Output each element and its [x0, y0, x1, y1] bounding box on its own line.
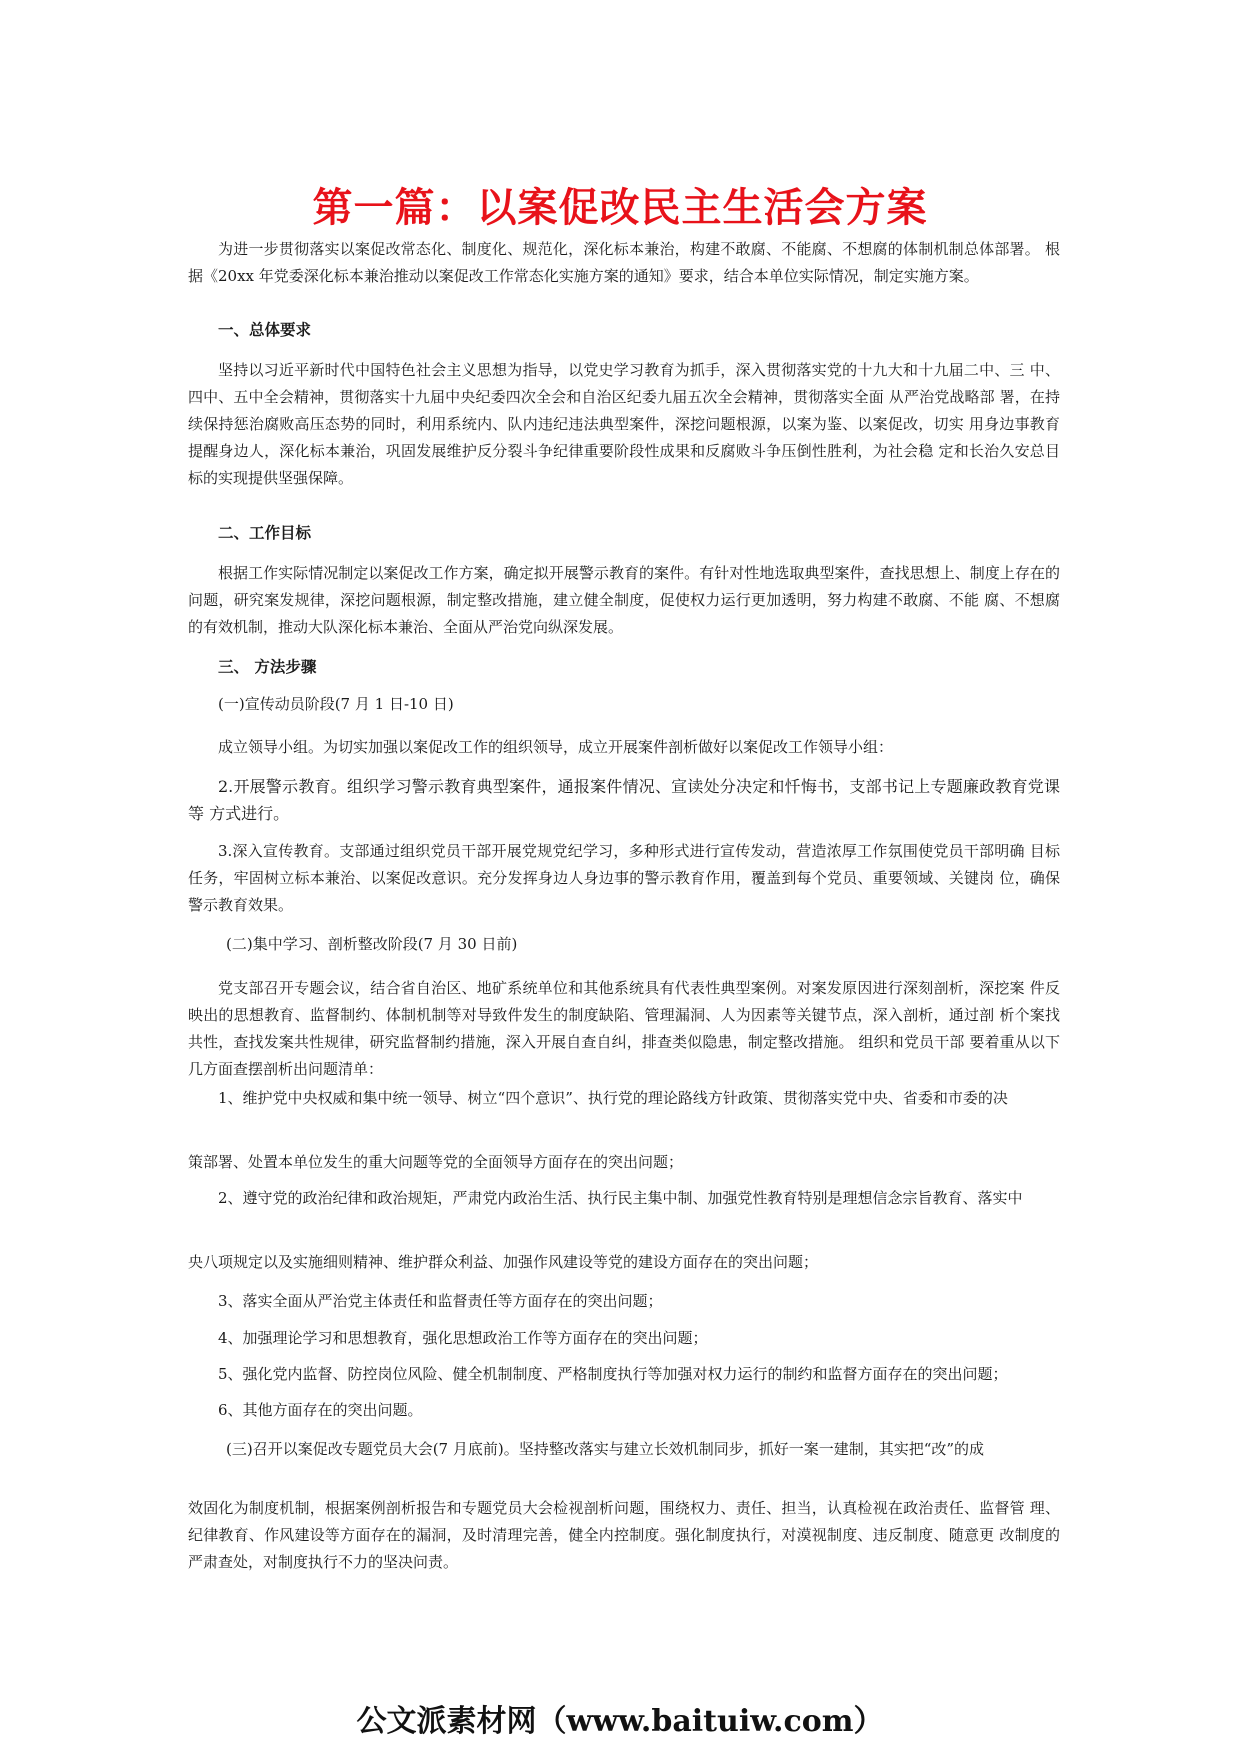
- list-item-5: 5、强化党内监督、防控岗位风险、健全机制制度、严格制度执行等加强对权力运行的制约和监督方面存在的突出问题；: [218, 1365, 1008, 1383]
- stage1-paragraph-1: 成立领导小组。为切实加强以案促改工作的组织领导，成立开展案件剖析做好以案促改工作领导小组：: [218, 738, 894, 756]
- stage3-title: (三)召开以案促改专题党员大会(7 月底前)。坚持整改落实与建立长效机制同步，抓好一案一建制，其实把“改”的成: [226, 1440, 985, 1458]
- list-item-2b: 央八项规定以及实施细则精神、维护群众利益、加强作风建设等党的建设方面存在的突出问题；: [188, 1253, 819, 1271]
- section1-body: 坚持以习近平新时代中国特色社会主义思想为指导，以党史学习教育为抓手，深入贯彻落实党的十九大和十九届二中、三 中、四中、五中全会精神，贯彻落实十九届中央纪委四次全会和自治区纪委九届五次全会精神，贯彻落实全面 从严治党战略部 署，在持续保持惩治腐败高压态势的同时，利用系统内、队内违纪违法典型案件，深挖问题根源，以案为鉴、以案促改，切实 用身边事教育提醒身边人，深化标本兼治，巩固发展维护反分裂斗争纪律重要阶段性成果和反腐败斗争压倒性胜利，为社会稳 定和长治久安总目标的实现提供坚强保障。: [188, 361, 1060, 487]
- footer-watermark: 公文派素材网（www.baituiw.com）: [356, 1704, 884, 1739]
- section-heading-3: 三、 方法步骤: [218, 658, 317, 676]
- stage3-body: 效固化为制度机制，根据案例剖析报告和专题党员大会检视剖析问题，围绕权力、责任、担当，认真检视在政治责任、监督管 理、纪律教育、作风建设等方面存在的漏洞，及时清理完善，健全内控制度。强化制度执行，对漠视制度、违反制度、随意更 改制度的严肃查处，对制度执行不力的坚决问责。: [188, 1499, 1060, 1571]
- stage1-paragraph-3: 3.深入宣传教育。支部通过组织党员干部开展党规党纪学习，多种形式进行宣传发动，营造浓厚工作氛围使党员干部明确 目标任务，牢固树立标本兼治、以案促改意识。充分发挥身边人身边事的警示教育作用，覆盖到每个党员、重要领域、关键岗 位，确保警示教育效果。: [188, 842, 1060, 914]
- list-item-3: 3、落实全面从严治党主体责任和监督责任等方面存在的突出问题；: [218, 1292, 663, 1310]
- stage2-title: (二)集中学习、剖析整改阶段(7 月 30 日前): [226, 935, 518, 953]
- list-item-4: 4、加强理论学习和思想教育，强化思想政治工作等方面存在的突出问题；: [218, 1329, 708, 1347]
- list-item-1b: 策部署、处置本单位发生的重大问题等党的全面领导方面存在的突出问题；: [188, 1153, 684, 1171]
- list-item-6: 6、其他方面存在的突出问题。: [218, 1401, 423, 1419]
- section-heading-2: 二、工作目标: [218, 524, 312, 542]
- stage1-title: (一)宣传动员阶段(7 月 1 日-10 日): [218, 695, 454, 713]
- intro-paragraph: 为进一步贯彻落实以案促改常态化、制度化、规范化，深化标本兼治，构建不敢腐、不能腐、不想腐的体制机制总体部署。 根据《20xx 年党委深化标本兼治推动以案促改工作常态化实施方案的通知》要求，结合本单位实际情况，制定实施方案。: [188, 240, 1060, 285]
- list-item-1a: 1、维护党中央权威和集中统一领导、树立“四个意识”、执行党的理论路线方针政策、贯彻落实党中央、省委和市委的决: [218, 1089, 1008, 1107]
- section-heading-1: 一、总体要求: [218, 321, 312, 339]
- stage2-paragraph-1: 党支部召开专题会议，结合省自治区、地矿系统单位和其他系统具有代表性典型案例。对案发原因进行深刻剖析，深挖案 件反映出的思想教育、监督制约、体制机制等对导致件发生的制度缺陷、管理漏洞、人为因素等关键节点，深入剖析，通过剖 析个案找共性，查找发案共性规律，研究监督制约措施，深入开展自查自纠，排查类似隐患，制定整改措施。 组织和党员干部 要着重从以下几方面查摆剖析出问题清单：: [188, 979, 1060, 1078]
- section2-body: 根据工作实际情况制定以案促改工作方案，确定拟开展警示教育的案件。有针对性地选取典型案件，查找思想上、制度上存在的问题，研究案发规律，深挖问题根源，制定整改措施，建立健全制度，促使权力运行更加透明，努力构建不敢腐、不能 腐、不想腐的有效机制，推动大队深化标本兼治、全面从严治党向纵深发展。: [188, 564, 1060, 636]
- document-title: 第一篇：以案促改民主生活会方案: [312, 184, 928, 231]
- list-item-2a: 2、遵守党的政治纪律和政治规矩，严肃党内政治生活、执行民主集中制、加强党性教育特别是理想信念宗旨教育、落实中: [218, 1189, 1023, 1207]
- stage1-paragraph-2: 2.开展警示教育。组织学习警示教育典型案件，通报案件情况、宣读处分决定和忏悔书，支部书记上专题廉政教育党课等 方式进行。: [188, 777, 1060, 823]
